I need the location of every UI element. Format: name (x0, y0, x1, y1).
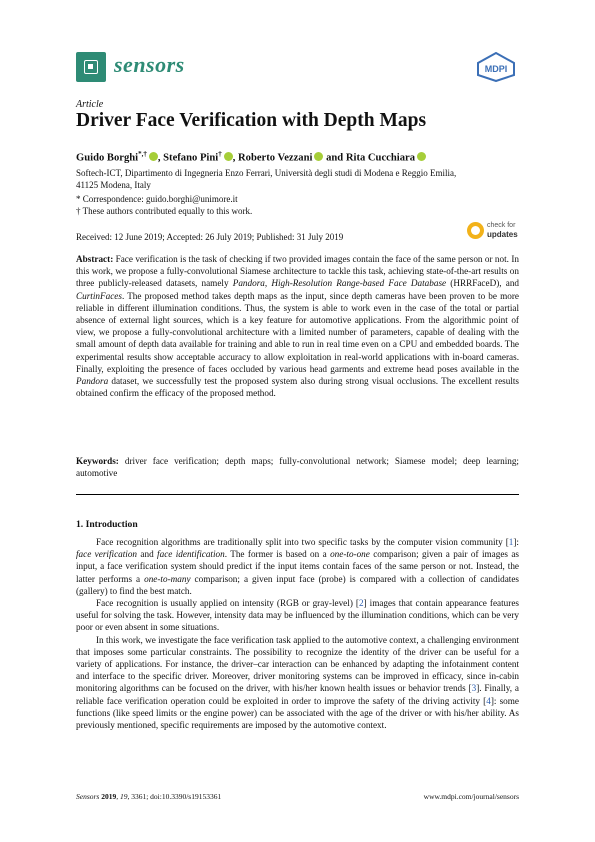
text-run: ]. Finally, a reliable face verification operation could be exploited in order to improve the safety of the driving activity [ (76, 683, 519, 706)
abstract-emphasis: Pandora (76, 376, 109, 387)
citation-link[interactable]: 2 (358, 598, 364, 609)
text-run: ]: some functions (like speed limits or the engine power) can be associated with the age of the driver or with his/her ability. As previously mentioned, specific requirements are imposed by the automotive context. (76, 695, 519, 731)
abstract-emphasis: CurtinFaces (76, 290, 122, 301)
text-run: and (137, 549, 158, 560)
footer-year: 2019 (99, 792, 117, 801)
footer-doi: , 3361; doi:10.3390/s19153361 (127, 792, 222, 801)
author-separator: , (157, 152, 164, 164)
abstract-text: dataset, we successfully test the proposed system also during strong visual occlusions. The excellent results obtained confirm the efficacy of the proposed method. (76, 376, 519, 399)
text-run: ]: (513, 537, 519, 547)
text-run: comparison; given a pair of images as input, a face verification system should predict if the input items contain faces of the same person or not. Instead, the latter performs a (76, 549, 519, 584)
orcid-icon[interactable] (149, 152, 158, 161)
author-name[interactable]: Rita Cucchiara (345, 152, 415, 164)
text-run: comparison; a given input face (probe) is compared with a collection of candidates (gallery) to find the best match. (76, 573, 519, 596)
check-for-updates-badge[interactable] (467, 220, 525, 242)
abstract-text: , (264, 278, 272, 289)
introduction-body (76, 536, 519, 731)
text-run: . The former is based on a (224, 549, 331, 560)
author-name[interactable]: Guido Borghi (76, 152, 139, 164)
author-separator: , (232, 152, 238, 164)
text-run: Face recognition algorithms are traditionally split into two specific tasks by the computer vision community [ (96, 537, 509, 547)
section-heading: 1. Introduction (76, 519, 138, 530)
abstract-emphasis: Pandora (232, 278, 265, 289)
section-divider (76, 494, 519, 495)
abstract-emphasis: High-Resolution Range-based Face Database (271, 278, 447, 289)
abstract-text: Face verification is the task of checking if two provided images contain the face of the same person or not. In this work, we propose a fully-convolutional Siamese architecture to tackle this task, achieving state-of-the-art results on three publicly-released datasets, namely (76, 254, 519, 289)
text-run: ] images that contain appearance features useful for solving the task. However, intensity data may be influenced by the illumination conditions, which can be very poor or even absent in some situations. (76, 598, 519, 633)
orcid-icon[interactable] (224, 152, 233, 161)
citation-link[interactable]: 4 (486, 695, 491, 706)
text-run: Face recognition is usually applied on intensity (RGB or gray-level) [ (96, 598, 359, 609)
abstract-text: . The proposed method takes depth maps as the input, since depth cameras have been proven to be more reliable in different illumination conditions. Thus, the system is able to work even in the case of the total or partial absence of external light sources, which is a key feature for automotive applications. From the algorithmic point of view, we propose a fully-convolutional architecture with a limited number of parameters, capable of dealing with the small amount of depth data available for training and able to run in real time even on a CPU and embedded boards. The experimental results show acceptable accuracy to allow exploitation in real-world applications with in-board cameras. Finally, exploiting the presence of faces occluded by various head garments and extreme head poses available in the (76, 290, 519, 374)
emphasis: face verification (76, 549, 138, 560)
footer-volume: , 19 (116, 792, 128, 801)
emphasis: one-to-many (144, 573, 191, 584)
article-type: Article (76, 99, 104, 110)
check-updates-icon (467, 222, 484, 239)
publication-dates: Received: 12 June 2019; Accepted: 26 July 2019; Published: 31 July 2019 (76, 232, 344, 242)
mdpi-logo-text: MDPI (484, 64, 508, 74)
author-separator: and (323, 152, 346, 164)
affiliation-line: 41125 Modena, Italy (76, 180, 151, 190)
journal-url[interactable]: www.mdpi.com/journal/sensors (423, 792, 519, 801)
author-marks: *,† (138, 150, 147, 158)
keywords (76, 455, 519, 479)
abstract (76, 253, 519, 399)
keywords-label: Keywords: (76, 456, 119, 466)
journal-logo-icon (76, 52, 106, 82)
paragraph (76, 634, 519, 732)
author-name[interactable]: Stefano Pini (163, 152, 219, 164)
affiliation (76, 167, 516, 191)
equal-contribution-note: † These authors contributed equally to this work. (76, 206, 253, 216)
emphasis: one-to-one (330, 549, 370, 560)
abstract-text: (HRRFaceD), and (446, 278, 520, 289)
abstract-label: Abstract: (76, 254, 114, 264)
orcid-icon[interactable] (417, 152, 426, 161)
check-updates-line1: check for (487, 222, 516, 229)
citation-footer (76, 792, 221, 801)
citation-link[interactable]: 1 (508, 537, 514, 547)
paragraph (76, 536, 519, 597)
author-list (76, 150, 426, 164)
emphasis: face identification (157, 549, 225, 560)
journal-name: sensors (114, 52, 185, 77)
correspondence: * Correspondence: guido.borghi@unimore.it (76, 194, 238, 204)
check-updates-line2: updates (487, 230, 518, 239)
paragraph (76, 597, 519, 634)
text-run: In this work, we investigate the face verification task applied to the automotive context, a challenging environment that imposes some particular constraints. The possibility to recognize the identity of the driver can be useful for a variety of applications. For instance, the driver–car interaction can be enhanced by adapting the infotainment content and interface to the specific driver. Moreover, driver monitoring systems can be improved in efficacy, since in-cabin monitoring algorithms can be focused on the driver, with his/her known health issues or behavior trends [ (76, 634, 519, 694)
footer-journal: Sensors (76, 792, 100, 801)
article-title: Driver Face Verification with Depth Maps (76, 110, 427, 131)
affiliation-line: Softech-ICT, Dipartimento di Ingegneria Enzo Ferrari, Università degli studi di Modena e Reggio Emilia, (76, 168, 457, 178)
mdpi-logo-icon (474, 52, 518, 82)
citation-link[interactable]: 3 (471, 683, 477, 694)
keywords-text: driver face verification; depth maps; fully-convolutional network; Siamese model; deep learning; automotive (76, 456, 519, 479)
author-marks: † (218, 150, 222, 158)
author-name[interactable]: Roberto Vezzani (238, 152, 313, 164)
